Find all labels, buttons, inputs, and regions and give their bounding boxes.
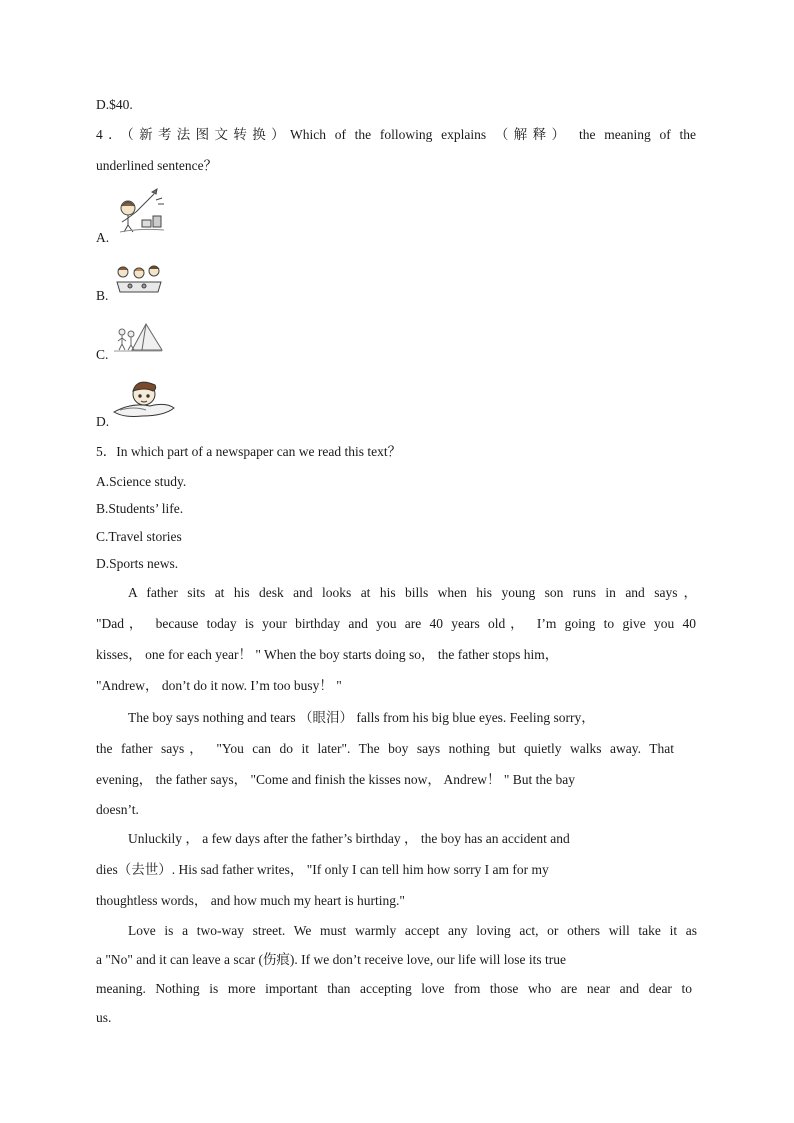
- passage-line: doesn’t.: [96, 802, 139, 817]
- boy-lying-down-picture: [112, 374, 178, 424]
- passage-line: Love is a two-way street. We must warmly accept any loving act, or others will take it as: [128, 923, 697, 938]
- people-at-tent-picture: [112, 318, 164, 354]
- q5-question: 5．In which part of a newspaper can we read this text？: [96, 444, 402, 459]
- passage-line: kisses， one for each year！ " When the boy starts doing so， the father stops him，: [96, 647, 559, 662]
- passage-line: "Dad， because today is your birthday and you are 40 years old， I’m going to give you 40: [96, 616, 696, 631]
- q5-option-b: B.Students’ life.: [96, 501, 184, 516]
- q3-option-d: D.$40.: [96, 97, 133, 112]
- q4-option-c-label: C.: [96, 347, 109, 362]
- passage-line: the father says， "You can do it later". The boy says nothing but quietly walks away. That: [96, 741, 674, 756]
- passage-line: Unluckily ， a few days after the father’s birthday ， the boy has an accident and: [128, 831, 570, 846]
- passage-line: dies（去世）. His sad father writes， "If only I can tell him how sorry I am for my: [96, 862, 549, 877]
- boy-waving-with-toys-picture: [112, 186, 168, 238]
- family-at-table-picture: [112, 262, 164, 298]
- passage-line: The boy says nothing and tears （眼泪） falls from his big blue eyes. Feeling sorry，: [128, 710, 595, 725]
- q4-option-a-label: A.: [96, 230, 110, 245]
- q5-option-a: A.Science study.: [96, 474, 187, 489]
- passage-line: meaning. Nothing is more important than accepting love from those who are near and dear to: [96, 981, 692, 996]
- passage-line: evening， the father says， "Come and finish the kisses now， Andrew！ " But the bay: [96, 772, 575, 787]
- q5-option-d: D.Sports news.: [96, 556, 179, 571]
- passage-line: "Andrew， don’t do it now. I’m too busy！ ": [96, 678, 342, 693]
- q4-option-d-label: D.: [96, 414, 110, 429]
- q4-option-b-label: B.: [96, 288, 109, 303]
- passage-line: us.: [96, 1010, 112, 1025]
- passage-line: thoughtless words， and how much my heart is hurting.": [96, 893, 405, 908]
- passage-line: A father sits at his desk and looks at his bills when his young son runs in and says，: [128, 585, 697, 600]
- passage-line: a "No" and it can leave a scar (伤痕). If we don’t receive love, our life will lose its true: [96, 952, 566, 967]
- q4-question-line1: 4．（新考法图文转换）Which of the following explains （解释） the meaning of the: [96, 127, 696, 142]
- q5-option-c: C.Travel stories: [96, 529, 182, 544]
- q4-question-line2: underlined sentence？: [96, 158, 218, 173]
